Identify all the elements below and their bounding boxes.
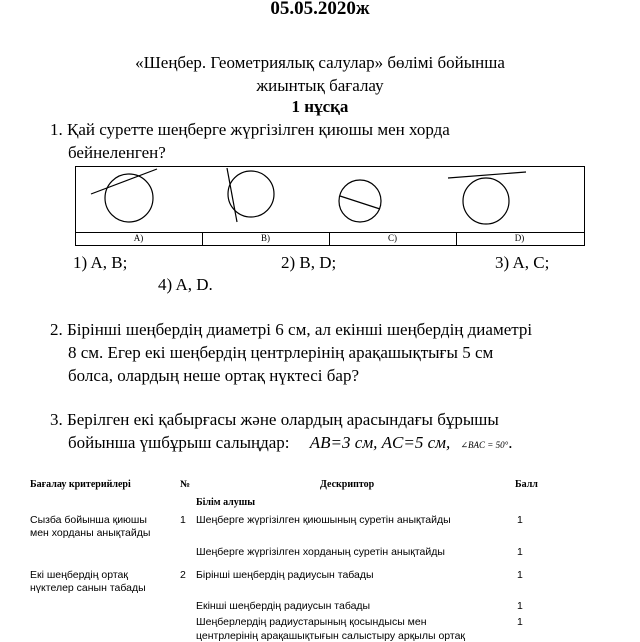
title-line-1: «Шеңбер. Геометриялық салулар» бөлімі бойынша — [135, 53, 505, 72]
q2-line2: 8 см. Егер екі шеңбердің центрлерінің арақашықтығы 5 см — [68, 343, 494, 362]
q3-line2 — [68, 433, 512, 453]
q1-option-4: 4) A, D. — [158, 275, 213, 294]
figure-label-b: B) — [261, 233, 270, 243]
figure-label-c: C) — [388, 233, 397, 243]
q1-line1: 1. Қай суретте шеңберге жүргізілген қиюшы мен хорда — [50, 120, 450, 139]
figure-label-d: D) — [514, 233, 525, 243]
table-header-number: № — [180, 479, 191, 490]
row1-number: 1 — [180, 514, 186, 526]
table-section: Білім алушы — [196, 497, 256, 508]
q3-line1: 3. Берілген екі қабырғасы және олардың арасындағы бұрышы — [50, 410, 499, 429]
row5-descriptor-line2: центрлерінің арақашықтығын салыстыру арқылы ортақ — [196, 630, 466, 642]
figure-a-secant-circle — [91, 169, 157, 222]
q3-end: . — [508, 433, 513, 452]
table-header-score: Балл — [515, 479, 538, 490]
q3-angle: ∠BAC = 50° — [460, 440, 509, 450]
q1-option-2: 2) B, D; — [281, 253, 337, 272]
row5-descriptor-line1: Шеңберлердің радиустарының қосындысы мен — [196, 616, 427, 628]
row3-score: 1 — [517, 569, 523, 581]
variant-label: 1 нұсқа — [291, 97, 349, 116]
row1-criteria-line2: мен хорданы анықтайды — [30, 527, 151, 539]
table-header-criteria: Бағалау критерийлері — [30, 479, 131, 490]
q1-line2: бейнеленген? — [68, 143, 166, 162]
figure-c-chord-circle — [339, 180, 381, 222]
figure-b-secant-circle — [227, 168, 274, 222]
row4-score: 1 — [517, 600, 523, 612]
q2-line1: 2. Бірінші шеңбердің диаметрі 6 см, ал екінші шеңбердің диаметрі — [50, 320, 533, 339]
row3-criteria-line2: нүктелер санын табады — [30, 582, 146, 594]
q1-option-1: 1) A, B; — [73, 253, 128, 272]
row3-criteria-line1: Екі шеңбердің ортақ — [30, 569, 128, 581]
row1-descriptor: Шеңберге жүргізілген қиюшының суретін анықтайды — [196, 514, 451, 526]
row1-criteria-line1: Сызба бойынша қиюшы — [30, 514, 147, 526]
title-line-2: жиынтық бағалау — [256, 76, 384, 95]
figure-d-tangent-circle — [448, 172, 526, 224]
row2-score: 1 — [517, 546, 523, 558]
q1-option-3: 3) A, C; — [495, 253, 550, 272]
row4-descriptor: Екінші шеңбердің радиусын табады — [196, 600, 371, 612]
figure-label-a: A) — [133, 233, 144, 243]
row3-descriptor: Бірінші шеңбердің радиусын табады — [196, 569, 374, 581]
row2-descriptor: Шеңберге жүргізілген хорданың суретін анықтайды — [196, 546, 445, 558]
q3-formula: AB=3 см, AC=5 см, — [309, 433, 451, 452]
q2-line3: болса, олардың неше ортақ нүктесі бар? — [68, 366, 359, 385]
q1-figures — [75, 166, 585, 234]
row3-number: 2 — [180, 569, 186, 581]
date: 05.05.2020ж — [270, 0, 370, 19]
table-header-descriptor: Дескриптор — [320, 479, 375, 490]
row5-score: 1 — [517, 616, 523, 628]
row1-score: 1 — [517, 514, 523, 526]
q3-text: бойынша үшбұрыш салыңдар: — [68, 433, 290, 452]
